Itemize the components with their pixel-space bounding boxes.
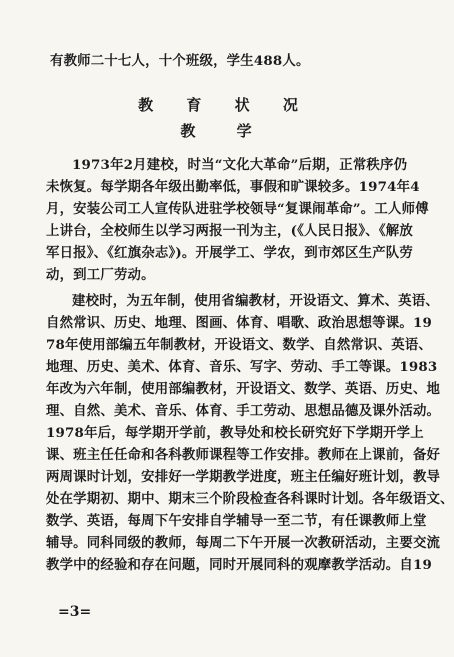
- body-line: 处在学期初、期中、期末三个阶段检查各科课时计划。各年级语文、: [46, 491, 454, 507]
- body-line: 军日报》、《红旗杂志》)。开展学工、学农，到市郊区生产队劳: [46, 245, 413, 261]
- body-line: 1973年2月建校，时当“文化大革命”后期，正常秩序仍: [72, 157, 408, 173]
- body-line: 动，到工厂劳动。: [46, 267, 155, 283]
- body-line: 未恢复。每学期各年级出勤率低，事假和旷课较多。1974年4: [46, 179, 420, 195]
- body-line: 教学中的经验和存在问题，同时开展同科的观摩教学活动。自19: [46, 557, 432, 573]
- body-line: 78年使用部编五年制教材，开设语文、数学、自然常识、英语、: [46, 337, 432, 353]
- body-line: 1978年后，每学期开学前，教导处和校长研究好下学期开学上: [46, 425, 424, 441]
- body-line: 理、自然、美术、音乐、体育、手工劳动、思想品德及课外活动。: [46, 403, 441, 419]
- section-subheading: 教 学: [180, 122, 270, 140]
- body-line: 年改为六年制，使用部编教材，开设语文、数学、英语、历史、地: [46, 381, 441, 397]
- intro-line: 有教师二十七人，十个班级，学生488人。: [50, 53, 310, 69]
- body-line: 建校时，为五年制，使用省编教材，开设语文、算术、英语、: [72, 293, 439, 309]
- section-heading: 教 育 状 况: [138, 96, 312, 114]
- body-line: 两周课时计划，安排好一学期教学进度，班主任编好班计划，教导: [46, 469, 441, 485]
- body-line: 辅导。同科同级的教师，每周二下午开展一次教研活动，主要交流: [46, 535, 441, 551]
- body-line: 月，安装公司工人宣传队进驻学校领导“复课闹革命”。工人师傅: [46, 201, 429, 217]
- body-line: 数学、英语，每周下午安排自学辅导一至二节，有任课教师上堂: [46, 513, 427, 529]
- body-line: 课、班主任任命和各科教师课程等工作安排。教师在上课前，备好: [46, 447, 441, 463]
- body-line: 自然常识、历史、地理、图画、体育、唱歌、政治思想等课。19: [46, 315, 432, 331]
- page-number: =3=: [58, 604, 92, 620]
- body-line: 地理、历史、美术、体育、音乐、写字、劳动、手工等课。1983: [46, 359, 438, 375]
- body-line: 上讲台，全校师生以学习两报一刊为主，(《人民日报》、《解放: [46, 223, 413, 239]
